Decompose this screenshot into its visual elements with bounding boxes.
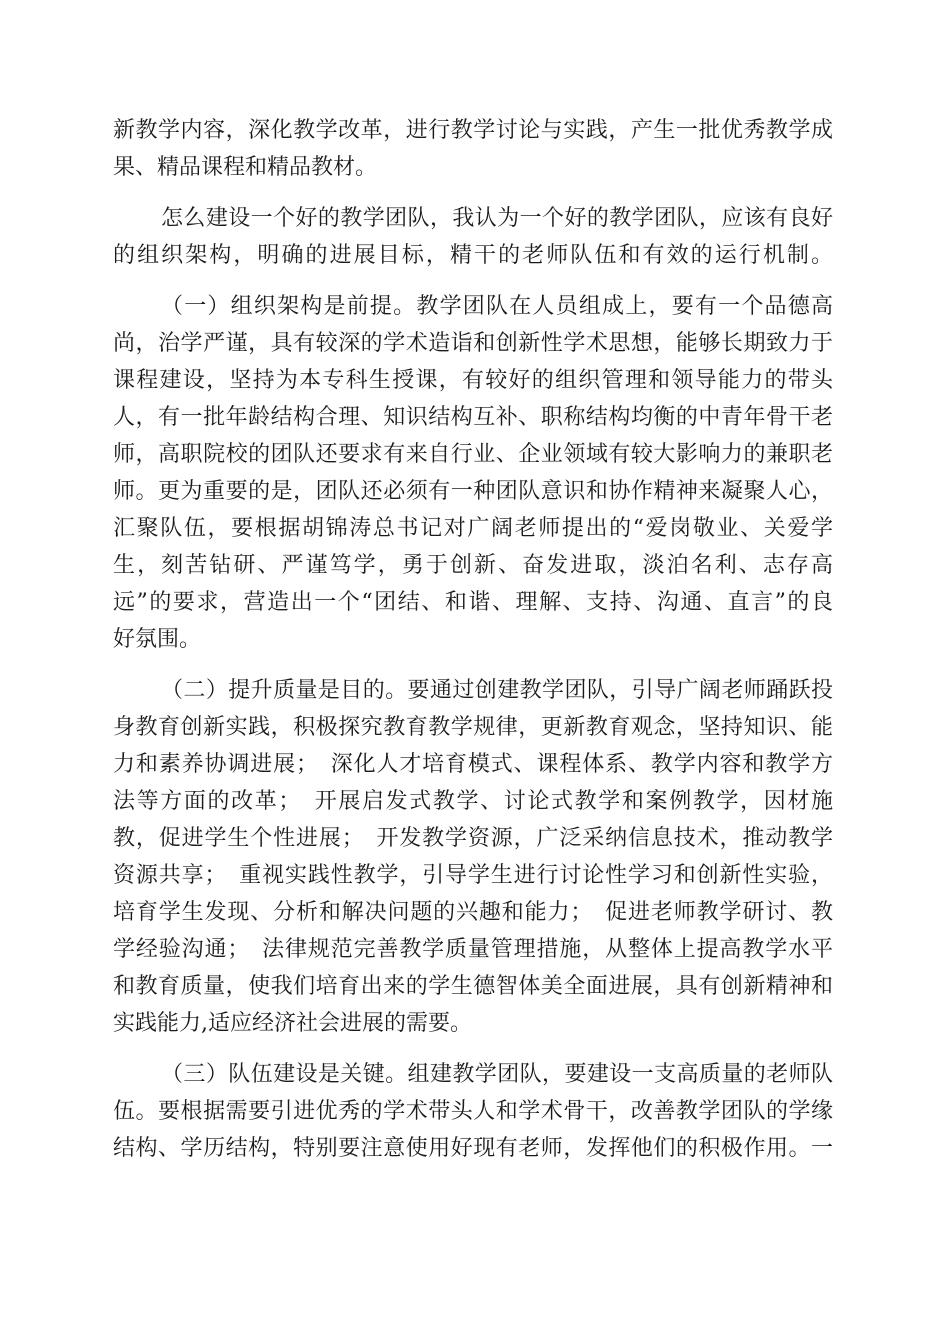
text-line: 培育学生发现、分析和解决问题的兴趣和能力； 促进老师教学研讨、教 — [113, 900, 833, 925]
text-line: 尚，治学严谨，具有较深的学术造诣和创新性学术思想，能够长期致力于 — [113, 331, 833, 356]
text-line: 法等方面的改革； 开展启发式教学、讨论式教学和案例教学，因材施 — [113, 789, 833, 814]
text-line: 实践能力,适应经济社会进展的需要。 — [113, 1011, 472, 1036]
text-line: （三）队伍建设是关键。组建教学团队，要建设一支高质量的老师队 — [161, 1062, 833, 1087]
text-line: 果、精品课程和精品教材。 — [113, 155, 378, 180]
paragraph — [113, 288, 833, 658]
text-line: 远”的要求，营造出一个“团结、和谐、理解、支持、沟通、直言”的良 — [113, 590, 833, 615]
paragraph — [113, 672, 833, 1042]
text-line: 身教育创新实践，积极探究教育教学规律，更新教育观念，坚持知识、能 — [113, 715, 833, 740]
text-line: 的组织架构，明确的进展目标，精干的老师队伍和有效的运行机制。 — [113, 243, 833, 268]
text-line: 好氛围。 — [113, 627, 202, 652]
text-line: 教，促进学生个性进展； 开发教学资源，广泛采纳信息技术，推动教学 — [113, 826, 833, 851]
text-line: 汇聚队伍，要根据胡锦涛总书记对广阔老师提出的“爱岗敬业、关爱学 — [113, 516, 833, 541]
text-line: 学经验沟通； 法律规范完善教学质量管理措施，从整体上提高教学水平 — [113, 937, 833, 962]
text-line: 新教学内容，深化教学改革，进行教学讨论与实践，产生一批优秀教学成 — [113, 118, 833, 143]
text-line: 生，刻苦钻研、严谨笃学，勇于创新、奋发进取，淡泊名利、志存高 — [113, 553, 833, 578]
text-line: 结构、学历结构，特别要注意使用好现有老师，发挥他们的积极作用。一 — [113, 1136, 833, 1161]
text-line: 伍。要根据需要引进优秀的学术带头人和学术骨干，改善教学团队的学缘 — [113, 1099, 833, 1124]
text-line: （二）提升质量是目的。要通过创建教学团队，引导广阔老师踊跃投 — [161, 678, 833, 703]
text-line: 课程建设，坚持为本专科生授课，有较好的组织管理和领导能力的带头 — [113, 368, 833, 393]
text-line: 师，高职院校的团队还要求有来自行业、企业领域有较大影响力的兼职老 — [113, 442, 833, 467]
paragraph — [113, 200, 833, 274]
text-line: 和教育质量，使我们培育出来的学生德智体美全面进展，具有创新精神和 — [113, 974, 833, 999]
text-line: 师。更为重要的是，团队还必须有一种团队意识和协作精神来凝聚人心， — [113, 479, 833, 504]
text-line: 力和素养协调进展； 深化人才培育模式、课程体系、教学内容和教学方 — [113, 752, 833, 777]
paragraph — [113, 1056, 833, 1167]
document-page — [113, 112, 833, 1167]
text-line: 人，有一批年龄结构合理、知识结构互补、职称结构均衡的中青年骨干老 — [113, 405, 833, 430]
text-line: （一）组织架构是前提。教学团队在人员组成上，要有一个品德高 — [161, 294, 833, 319]
text-line: 资源共享； 重视实践性教学，引导学生进行讨论性学习和创新性实验， — [113, 863, 833, 888]
paragraph — [113, 112, 833, 186]
text-line: 怎么建设一个好的教学团队，我认为一个好的教学团队，应该有良好 — [161, 206, 833, 231]
